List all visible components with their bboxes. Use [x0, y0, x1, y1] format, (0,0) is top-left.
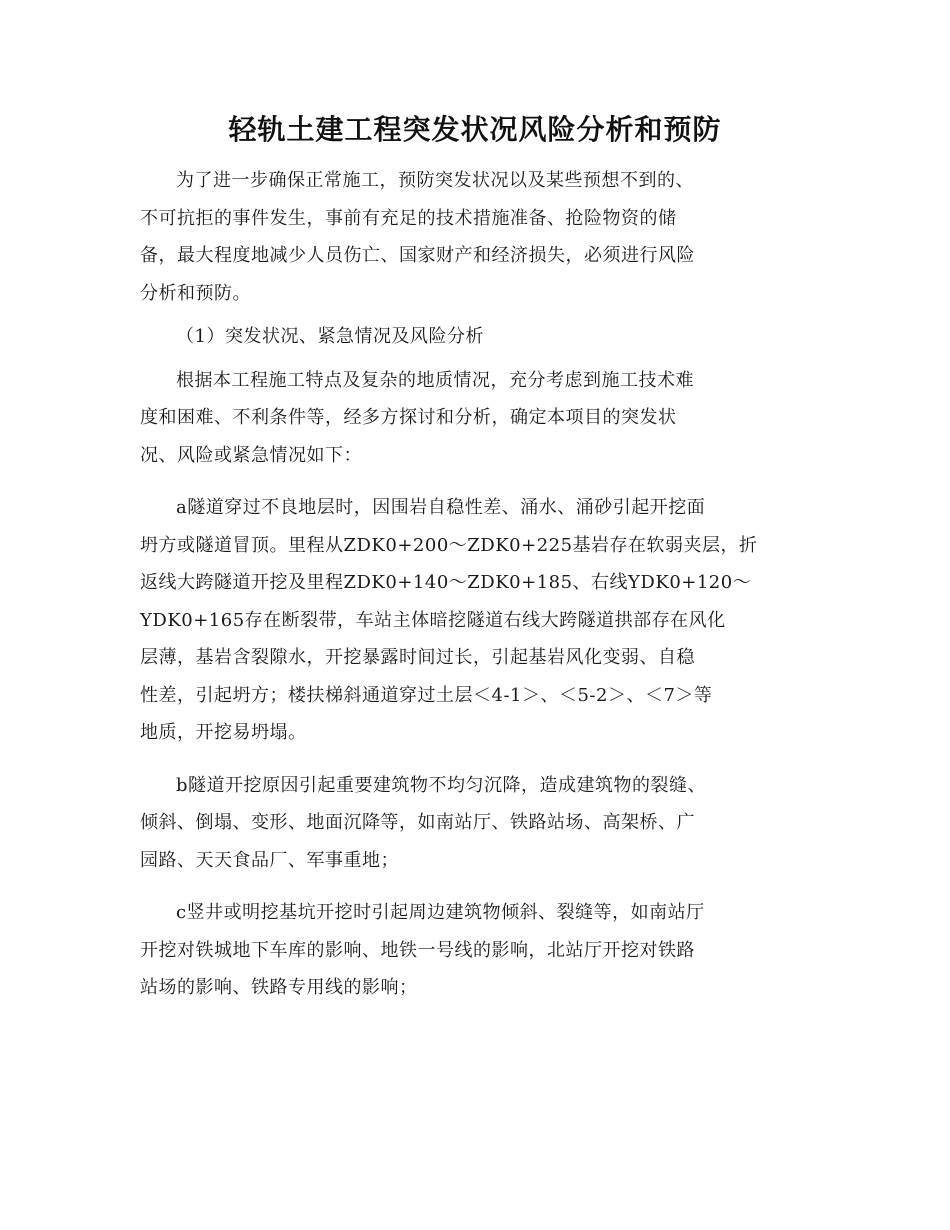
- section-heading: （1）突发状况、紧急情况及风险分析: [176, 326, 484, 347]
- paragraph-analysis: 根据本工程施工特点及复杂的地质情况，充分考虑到施工技术难 度和困难、不利条件等，经多方探讨和分析，确定本项目的突发状 况、风险或紧急情况如下：: [140, 369, 694, 466]
- paragraph-intro: 为了进一步确保正常施工，预防突发状况以及某些预想不到的、 不可抗拒的事件发生，事前有充足的技术措施准备、抢险物资的储 备，最大程度地减少人员伤亡、国家财产和经济损失，必须进行风险 分析和预防。: [140, 170, 695, 304]
- document-title: 轻轨土建工程突发状况风险分析和预防: [228, 113, 722, 146]
- paragraph-item-b: b隧道开挖原因引起重要建筑物不均匀沉降，造成建筑物的裂缝、 倾斜、倒塌、变形、地面沉降等，如南站厅、铁路站场、高架桥、广 园路、天天食品厂、军事重地；: [140, 774, 707, 871]
- document-body: [140, 162, 816, 1007]
- paragraph-item-a: a隧道穿过不良地层时，因围岩自稳性差、涌水、涌砂引起开挖面 坍方或隧道冒顶。里程从ZDK0+200～ZDK0+225基岩存在软弱夹层，折 返线大跨隧道开挖及里程ZDK0+140～ZDK0+185、右线YDK0+120～ YDK0+165存在断裂带，车站主体暗挖隧道右线大跨隧道拱部存在风化 层薄，基岩含裂隙水，开挖暴露时间过长，引起基岩风化变弱、自稳 性差，引起坍方；楼扶梯斜通道穿过土层＜4-1＞、＜5-2＞、＜7＞等 地质，开挖易坍塌。: [140, 497, 758, 743]
- paragraph-item-c: c竖井或明挖基坑开挖时引起周边建筑物倾斜、裂缝等，如南站厅 开挖对铁城地下车库的影响、地铁一号线的影响，北站厅开挖对铁路 站场的影响、铁路专用线的影响；: [140, 902, 705, 998]
